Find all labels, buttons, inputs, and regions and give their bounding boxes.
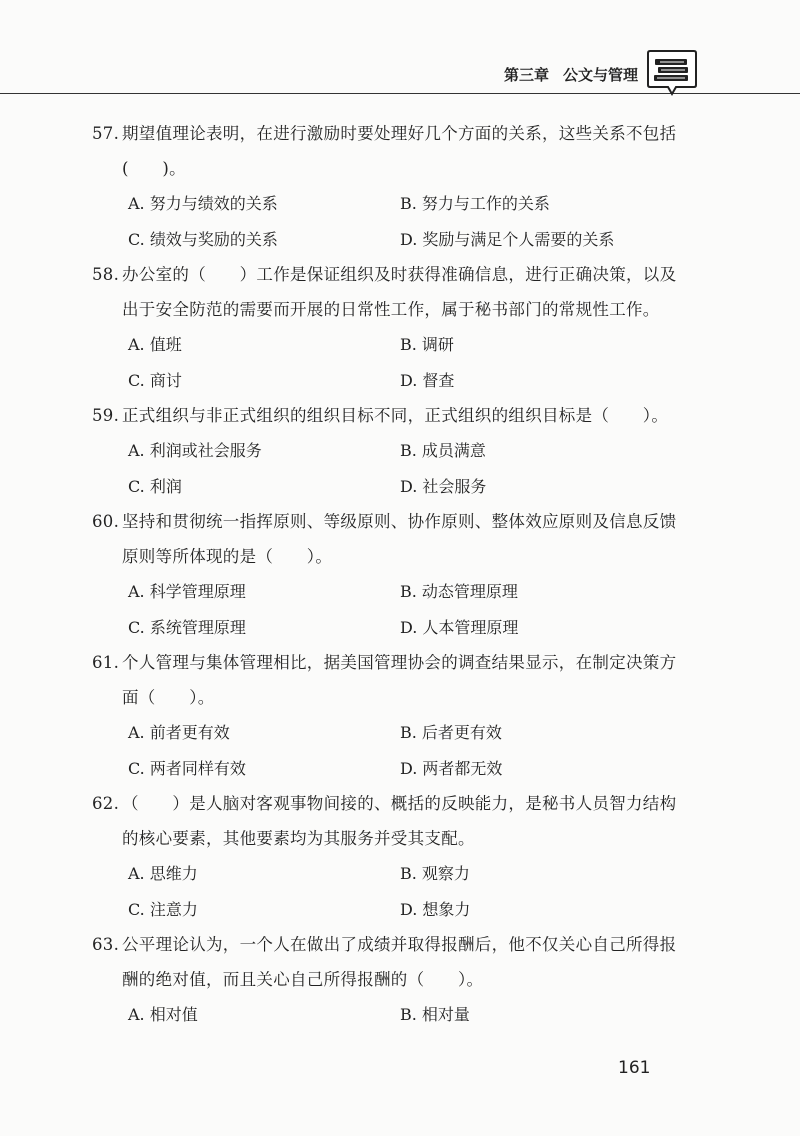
question-list: [92, 116, 702, 1033]
question-text: 公平理论认为，一个人在做出了成绩并取得报酬后，他不仅关心自己所得报: [122, 935, 677, 954]
options: [92, 856, 702, 927]
question-text: 个人管理与集体管理相比，据美国管理协会的调查结果显示，在制定决策方: [122, 653, 677, 672]
chapter-title: 公文与管理: [562, 66, 638, 84]
question-text: ( )。: [122, 159, 186, 178]
option-a: A. 利润或社会服务: [128, 441, 262, 460]
option-a: A. 努力与绩效的关系: [128, 194, 278, 213]
option-d: D. 人本管理原理: [400, 617, 519, 637]
question-text: 办公室的（ ）工作是保证组织及时获得准确信息，进行正确决策，以及: [122, 265, 677, 284]
option-c: C. 利润: [128, 476, 182, 496]
chapter-label: 第三章: [503, 66, 549, 84]
options: [92, 327, 702, 398]
question-57: [92, 116, 702, 257]
option-d: D. 奖励与满足个人需要的关系: [400, 229, 615, 249]
question-number: 58.: [92, 265, 120, 284]
question-59: [92, 398, 702, 504]
options: [92, 574, 702, 645]
question-text: 坚持和贯彻统一指挥原则、等级原则、协作原则、整体效应原则及信息反馈: [122, 512, 677, 531]
question-63: [92, 927, 702, 1033]
option-d: D. 社会服务: [400, 476, 487, 496]
question-number: 63.: [92, 935, 120, 954]
option-b: B. 观察力: [400, 864, 470, 883]
page-number: 161: [618, 1058, 651, 1078]
option-c: C. 系统管理原理: [128, 617, 246, 637]
option-a: A. 相对值: [128, 1005, 198, 1024]
chapter-heading: [504, 64, 638, 85]
options: [92, 715, 702, 786]
option-a: A. 思维力: [128, 864, 198, 883]
question-text: 酬的绝对值，而且关心自己所得报酬的（ ）。: [122, 970, 484, 989]
option-d: D. 想象力: [400, 899, 471, 919]
option-a: A. 科学管理原理: [128, 582, 246, 601]
option-c: C. 两者同样有效: [128, 758, 246, 778]
question-text: 出于安全防范的需要而开展的日常性工作，属于秘书部门的常规性工作。: [122, 300, 660, 319]
question-number: 62.: [92, 794, 120, 813]
option-b: B. 成员满意: [400, 441, 486, 460]
question-61: [92, 645, 702, 786]
question-text: 正式组织与非正式组织的组织目标不同，正式组织的组织目标是（ ）。: [122, 406, 669, 425]
question-60: [92, 504, 702, 645]
option-a: A. 前者更有效: [128, 723, 230, 742]
question-number: 60.: [92, 512, 120, 531]
options: [92, 997, 702, 1033]
question-number: 61.: [92, 653, 120, 672]
option-b: B. 调研: [400, 335, 454, 354]
option-c: C. 商讨: [128, 370, 182, 390]
question-number: 57.: [92, 124, 120, 143]
option-b: B. 努力与工作的关系: [400, 194, 550, 213]
options: [92, 186, 702, 257]
question-text: （ ）是人脑对客观事物间接的、概括的反映能力，是秘书人员智力结构: [122, 794, 677, 813]
question-text: 期望值理论表明，在进行激励时要处理好几个方面的关系，这些关系不包括: [122, 124, 677, 143]
option-d: D. 两者都无效: [400, 758, 503, 778]
question-number: 59.: [92, 406, 120, 425]
option-c: C. 注意力: [128, 899, 198, 919]
option-a: A. 值班: [128, 335, 182, 354]
question-62: [92, 786, 702, 927]
page-header: [0, 0, 800, 100]
option-c: C. 绩效与奖励的关系: [128, 229, 278, 249]
options: [92, 433, 702, 504]
question-text: 原则等所体现的是（ ）。: [122, 547, 333, 566]
book-stack-icon: [646, 48, 698, 98]
question-58: [92, 257, 702, 398]
question-text: 的核心要素，其他要素均为其服务并受其支配。: [122, 829, 475, 848]
option-b: B. 相对量: [400, 1005, 470, 1024]
question-text: 面（ ）。: [122, 688, 215, 707]
option-d: D. 督查: [400, 370, 455, 390]
option-b: B. 动态管理原理: [400, 582, 518, 601]
option-b: B. 后者更有效: [400, 723, 502, 742]
